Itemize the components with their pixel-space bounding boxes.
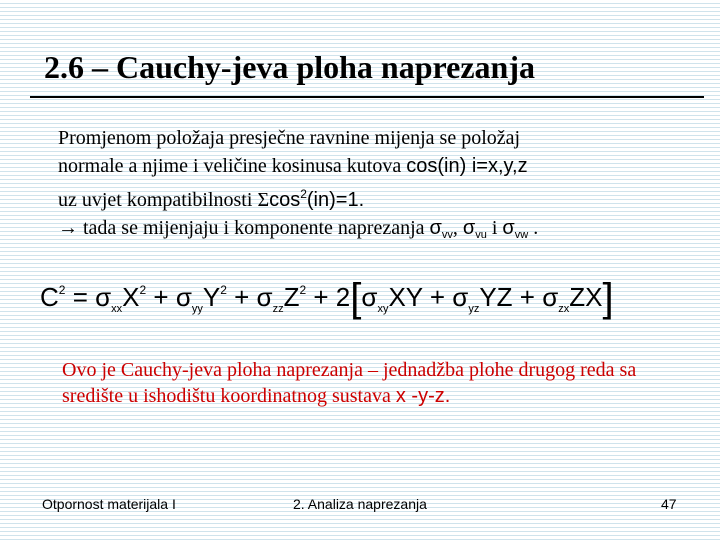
eq-left-bracket: [ [350,276,362,320]
eq-sigma-yz: σ [452,282,469,312]
eq-y: Y [202,282,221,312]
footer-chapter: 2. Analiza naprezanja [293,496,427,512]
eq-sigma-zz: σ [256,282,273,312]
paragraph-line-2-text: normale a njime i veličine kosinusa kutova [58,155,407,177]
cauchy-equation [40,276,614,321]
eq-equals: = [65,282,96,312]
sigma-vv [430,217,453,239]
paragraph-line-4-text: → tada se mijenjaju i komponente naprezanja [58,217,430,239]
sigma-symbol: σ [429,217,442,239]
eq-sub-xx: xx [111,303,123,315]
eq-z-exponent: 2 [299,283,307,297]
eq-sigma-yy: σ [175,282,192,312]
eq-plus: + [226,282,257,312]
eq-plus: + [146,282,176,312]
eq-z: Z [283,282,300,312]
eq-plus: + [512,282,543,312]
sigma-vu [463,217,487,239]
sentence-period: . [528,217,539,239]
title-underline [30,96,704,98]
sigma-symbol: σ [462,217,476,239]
slide-title: 2.6 – Cauchy-jeva ploha naprezanja [44,49,535,85]
eq-yz: YZ [479,282,513,312]
sigma-subscript: vv [441,229,453,241]
eq-y-exponent: 2 [220,283,227,297]
eq-xy: XY [388,282,423,312]
paragraph-line-4 [58,214,698,249]
eq-sub-xy: xy [377,303,389,315]
compatibility-end: (in)=1. [306,189,365,211]
eq-c: C [40,282,59,312]
sigma-subscript: vw [514,229,529,241]
eq-sigma-xx: σ [95,282,112,312]
paragraph-line-1: Promjenom položaja presječne ravnine mijenja se položaj [58,127,521,149]
eq-right-bracket: ] [602,276,614,320]
note-axes: x -y-z. [395,385,451,407]
cos-exponent: 2 [300,187,307,201]
paragraph-line-3-text: uz uvjet kompatibilnosti [58,189,258,211]
eq-sub-zz: zz [272,303,284,315]
paragraph-line-2 [58,152,698,180]
eq-x-exponent: 2 [139,283,147,297]
eq-sub-yy: yy [191,303,203,315]
note-text: Ovo je Cauchy-jeva ploha naprezanja – jednadžba plohe drugog reda sa središte u ishodištu koordinatnog sustava [62,359,637,407]
intro-paragraph [58,124,698,249]
eq-plus-two: + 2 [306,282,351,312]
footer-page-number: 47 [661,496,677,512]
eq-plus: + [422,282,453,312]
eq-sigma-zx: σ [542,282,559,312]
conjunction: i [486,217,503,239]
sigma-vw [502,217,528,239]
paragraph-line-3 [58,180,698,214]
eq-sigma-xy: σ [361,282,378,312]
eq-c-exponent: 2 [58,283,66,297]
eq-zx: ZX [569,282,603,312]
eq-x: X [122,282,140,312]
footer-course: Otpornost materijala I [42,496,176,512]
eq-sub-yz: yz [468,303,480,315]
sum-symbol: Σ [257,189,270,211]
cosine-formula: cos(in) i=x,y,z [406,155,528,177]
separator-comma: , [452,217,463,239]
eq-sub-zx: zx [558,303,570,315]
sigma-subscript: vu [475,229,487,241]
sigma-symbol: σ [502,217,515,239]
cos-label: cos [269,189,301,211]
cauchy-surface-note [62,357,702,409]
